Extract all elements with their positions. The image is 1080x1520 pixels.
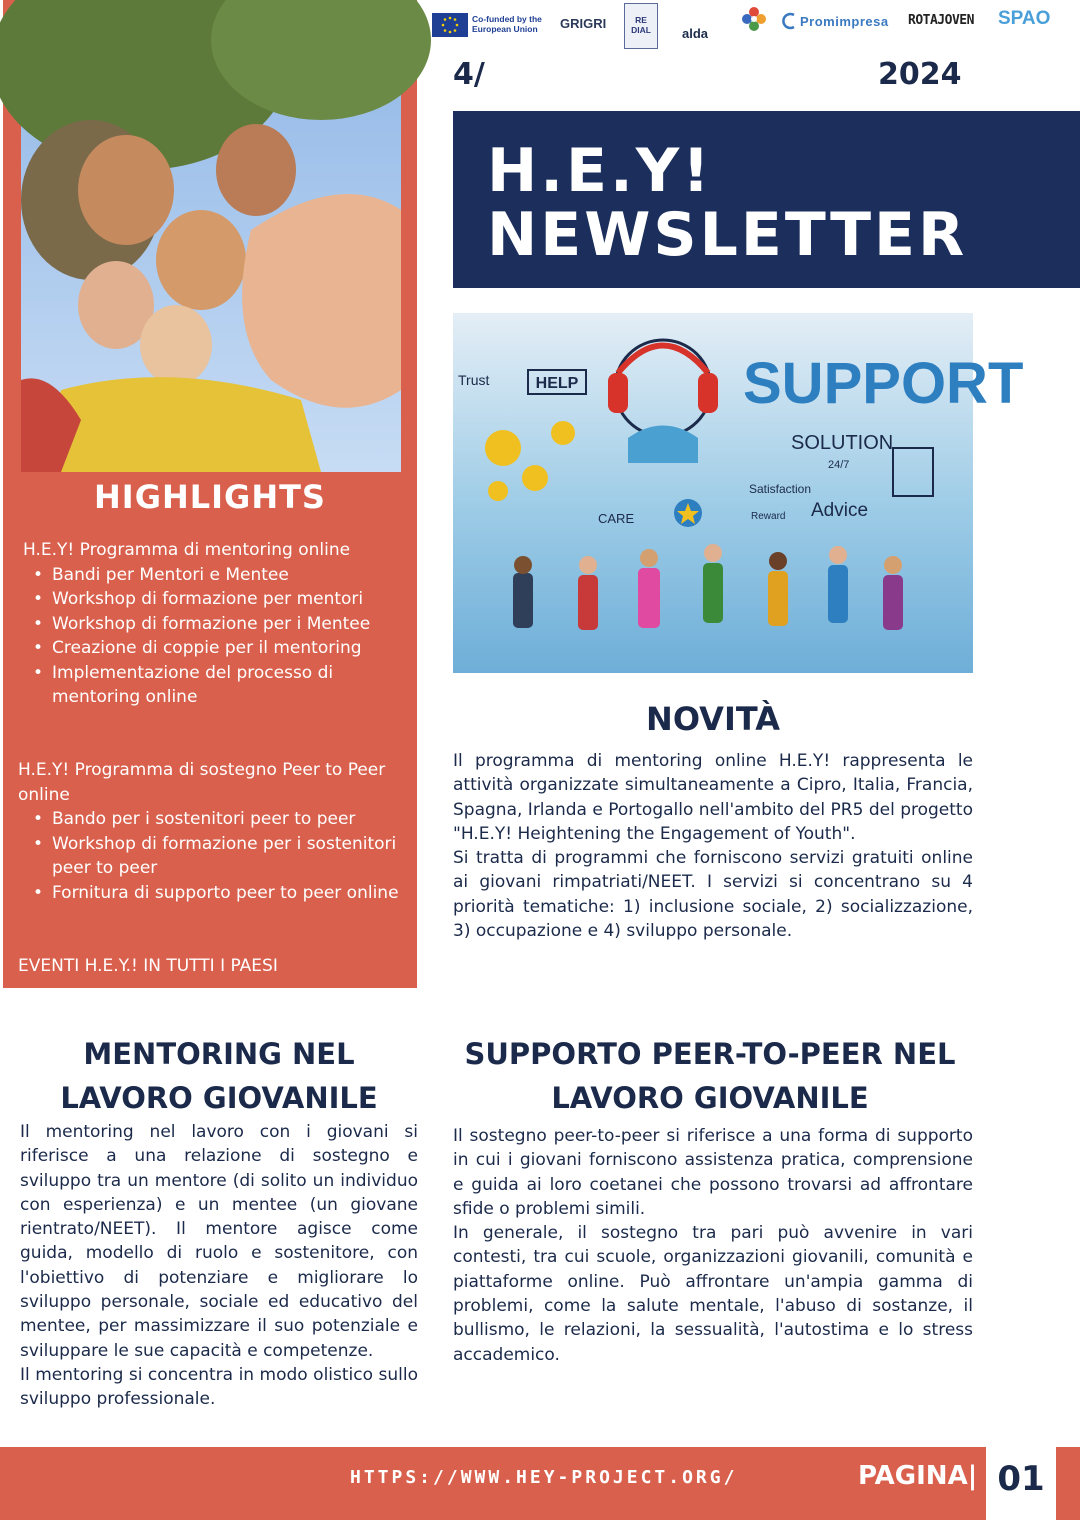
title-line: H.E.Y! — [487, 136, 713, 206]
highlights-events: EVENTI H.E.Y.! IN TUTTI I PAESI — [18, 956, 278, 976]
project-website-link[interactable]: HTTPS://WWW.HEY-PROJECT.ORG/ — [350, 1467, 738, 1488]
issue-year: 2024 — [878, 57, 962, 92]
news-title: NOVITÀ — [646, 700, 780, 738]
highlights-item: • Creazione di coppie per il mentoring — [49, 636, 403, 661]
illustration-support: SUPPORT — [743, 351, 1024, 416]
highlights-item: • Fornitura di supporto peer to peer online — [49, 881, 403, 906]
logo-redial: RE DIAL — [631, 15, 651, 35]
highlights-group2-title: H.E.Y! Programma di sostegno Peer to Peer online — [18, 760, 386, 805]
illustration-reward: Reward — [751, 511, 786, 522]
highlights-item: • Bandi per Mentori e Mentee — [49, 563, 403, 588]
illustration-247: 24/7 — [828, 459, 850, 471]
logo-promimpresa: Promimpresa — [800, 14, 889, 29]
page-number: 01 — [997, 1459, 1045, 1499]
flower-logo-icon — [740, 5, 768, 33]
peer-title-line: SUPPORTO PEER-TO-PEER NEL — [464, 1037, 956, 1071]
peer-body — [453, 1124, 973, 1367]
mentoring-paragraph: Il mentoring si concentra in modo olistico sullo sviluppo professionale. — [20, 1364, 418, 1410]
page-label: PAGINA| — [858, 1461, 978, 1491]
illustration-solution: SOLUTION — [791, 432, 894, 454]
illustration-satisfaction: Satisfaction — [749, 482, 812, 496]
highlights-group-mentoring — [23, 538, 403, 710]
title-line: NEWSLETTER — [487, 200, 968, 270]
promimpresa-swirl-icon — [780, 12, 798, 30]
partner-logos — [430, 2, 1075, 50]
illustration-trust: Trust — [458, 372, 490, 388]
newsletter-title — [487, 136, 968, 270]
highlights-title: HIGHLIGHTS — [94, 478, 326, 516]
logo-eu: Co-funded by the European Union — [472, 14, 542, 34]
highlights-group-peer — [18, 758, 403, 905]
mentoring-title-line: MENTORING NEL — [83, 1037, 355, 1071]
peer-paragraph: Il sostegno peer-to-peer si riferisce a una forma di supporto in cui i giovani forniscono assistenza pratica, comprensione e guida ai loro coetanei che possono trovarsi ad affrontare sfide o problemi simili. — [453, 1126, 973, 1219]
mentoring-paragraph: Il mentoring nel lavoro con i giovani si riferisce a una relazione di sostegno e sviluppo tra un mentore (di solito un individuo con esperienza) e un mentee (un giovane rientrato/NEET). Il mentore agisce come guida, modello di ruolo e sostenitore, con l'obiettivo di potenziare e migliorare lo sviluppo personale, sociale ed educativo del mentee, per massimizzare il suo potenziale e sviluppare le sue capacità e competenze. — [20, 1122, 418, 1361]
logo-redial-box — [624, 3, 658, 49]
peer-title-line: LAVORO GIOVANILE — [551, 1081, 869, 1115]
news-paragraph: Si tratta di programmi che forniscono servizi gratuiti online ai giovani rimpatriati/NEET. I servizi si concentrano su 4 priorità tematiche: 1) inclusione sociale, 2) socializzazione, 3) occupazione e 4) sviluppo personale. — [453, 848, 973, 942]
news-body — [453, 749, 973, 943]
news-paragraph: Il programma di mentoring online H.E.Y! rappresenta le attività organizzate simultaneamente a Cipro, Italia, Francia, Spagna, Irlanda e Portogallo nell'ambito del PR5 del progetto "H.E.Y! Heightening the Engagement of Youth". — [453, 751, 973, 844]
support-illustration — [453, 313, 1024, 673]
logo-grigri: GRIGRI — [560, 16, 607, 31]
mentoring-body — [20, 1120, 418, 1412]
logo-spao: SPAO — [998, 8, 1051, 29]
issue-number: 4/ — [453, 57, 485, 92]
illustration-advice: Advice — [811, 500, 869, 521]
illustration-help: HELP — [535, 375, 579, 392]
highlights-item: • Workshop di formazione per i sostenitori peer to peer — [49, 832, 403, 881]
logo-rotajoven: ROTAJOVEN — [908, 13, 974, 28]
peer-title — [445, 1032, 975, 1120]
mentoring-title-line: LAVORO GIOVANILE — [60, 1081, 378, 1115]
highlights-item: • Workshop di formazione per i Mentee — [49, 612, 403, 637]
youth-group-photo — [21, 0, 401, 472]
logo-alda: alda — [682, 26, 709, 41]
illustration-care: CARE — [598, 511, 635, 526]
peer-paragraph: In generale, il sostegno tra pari può avvenire in vari contesti, tra cui scuole, organizzazioni giovanili, comunità e piattaforme online. Può affrontare un'ampia gamma di problemi, come la salute mentale, l'abuso di sostanze, il bullismo, le relazioni, la sessualità, l'autostima e lo stress accademico. — [453, 1223, 973, 1365]
eu-flag-icon — [432, 13, 468, 37]
highlights-group1-title: H.E.Y! Programma di mentoring online — [23, 540, 351, 560]
highlights-item: • Bando per i sostenitori peer to peer — [49, 807, 403, 832]
mentoring-title — [20, 1032, 418, 1120]
highlights-item: • Workshop di formazione per mentori — [49, 587, 403, 612]
highlights-item: • Implementazione del processo di mentoring online — [49, 661, 403, 710]
